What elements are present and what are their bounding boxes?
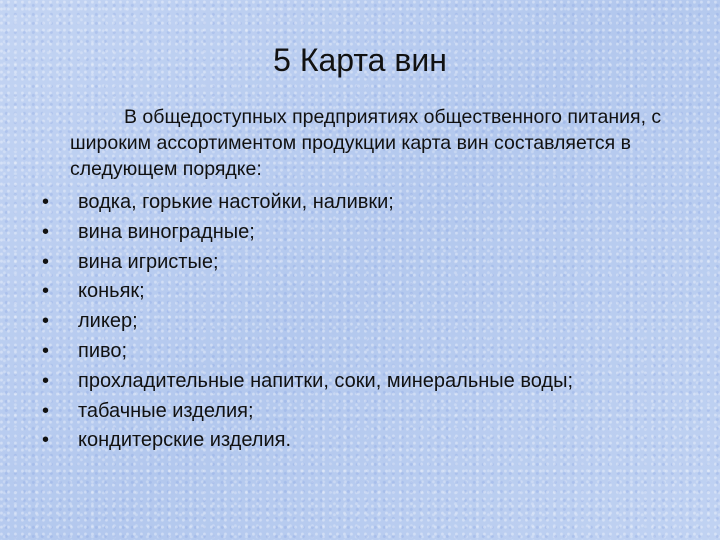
bullet-icon: • xyxy=(42,339,50,362)
bullet-icon: • xyxy=(42,250,50,273)
list-item xyxy=(42,307,702,337)
list-item-text: табачные изделия; xyxy=(78,399,254,422)
bullet-icon: • xyxy=(42,280,50,303)
list-item xyxy=(42,367,702,397)
list-item xyxy=(42,426,702,456)
list-item xyxy=(42,248,702,278)
list-item-text: вина виноградные; xyxy=(78,220,255,243)
list-item xyxy=(42,277,702,307)
list-item-text: ликер; xyxy=(78,310,138,333)
list-item xyxy=(42,218,702,248)
bullet-icon: • xyxy=(42,429,50,452)
list-item xyxy=(42,188,702,218)
list-item-text: водка, горькие настойки, наливки; xyxy=(78,191,394,213)
list-item-text: пиво; xyxy=(78,339,128,362)
list-item-text: прохладительные напитки, соки, минеральные воды; xyxy=(78,369,574,392)
slide-title xyxy=(0,40,720,80)
slide-title-text: 5 Карта вин xyxy=(273,42,447,78)
bullet-icon: • xyxy=(42,399,50,422)
list-item-text: коньяк; xyxy=(78,280,145,303)
list-item xyxy=(42,397,702,427)
bullet-icon: • xyxy=(42,310,50,333)
list-item-text: вина игристые; xyxy=(78,250,219,273)
bullet-icon: • xyxy=(42,220,50,243)
list-item-text: кондитерские изделия. xyxy=(78,429,292,452)
intro-paragraph: В общедоступных предприятиях общественного питания, с широким ассортиментом продукции карта вин составляется в следующем порядке: xyxy=(70,106,662,180)
bullet-icon: • xyxy=(42,191,50,213)
bullet-icon: • xyxy=(42,369,50,392)
wine-list-order xyxy=(42,188,702,456)
list-item xyxy=(42,337,702,367)
